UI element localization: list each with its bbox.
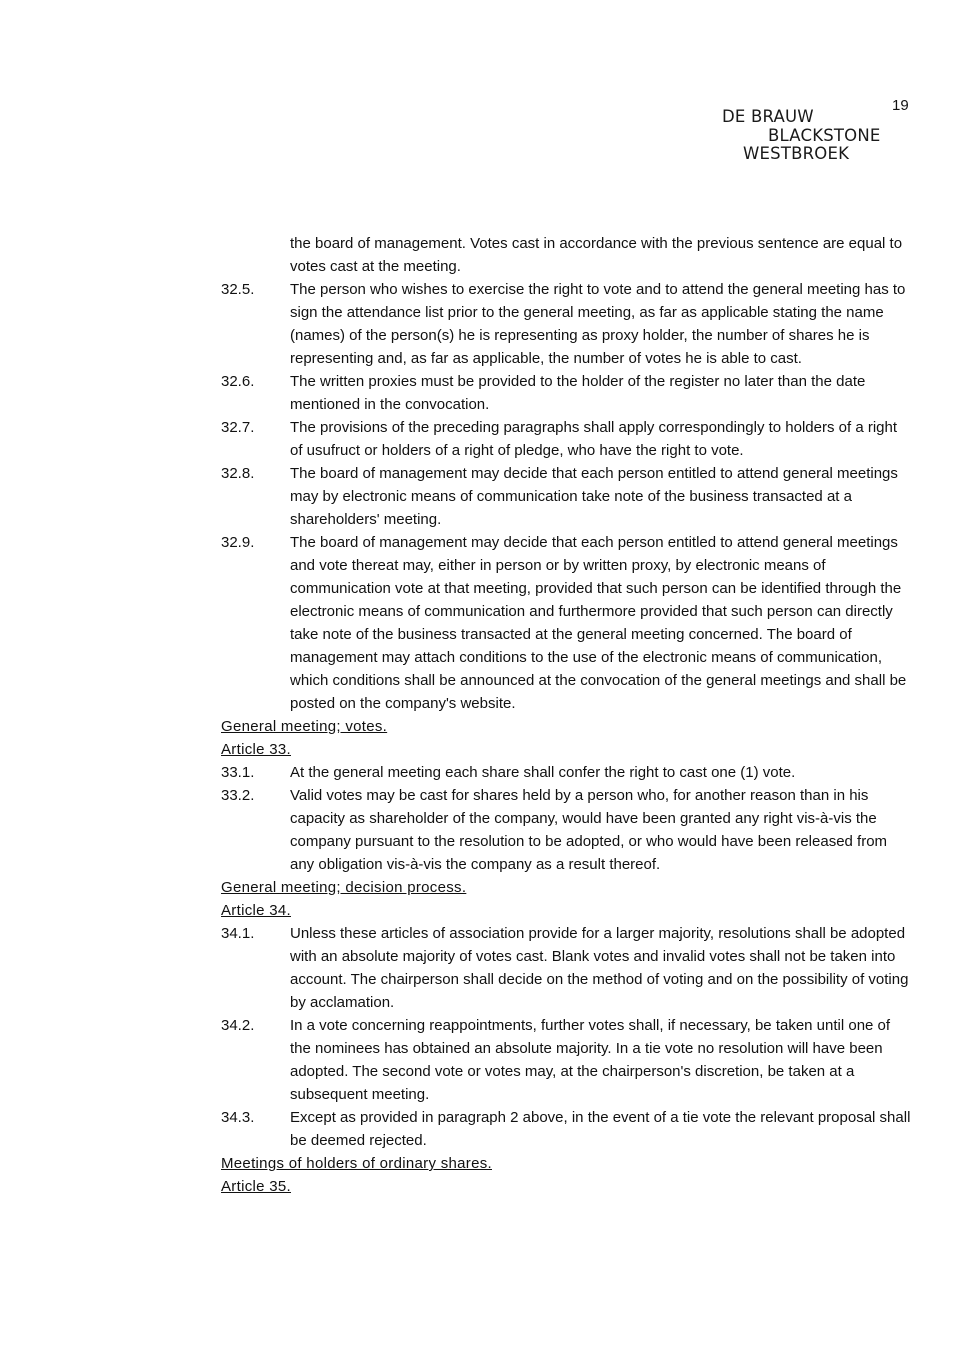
paragraph-text: At the general meeting each share shall confer the right to cast one (1) vote. <box>290 764 796 781</box>
paragraph-number: 32.6. <box>221 373 255 390</box>
article-heading: Article 33. <box>221 741 291 758</box>
paragraph-number: 33.1. <box>221 764 255 781</box>
paragraph-34-1 <box>221 922 911 1014</box>
logo-line-2: BLACKSTONE <box>768 125 881 145</box>
paragraph-32-8 <box>221 462 911 531</box>
paragraph-number: 32.5. <box>221 281 255 298</box>
paragraph-33-1 <box>221 761 911 784</box>
section-heading: General meeting; decision process. <box>221 879 467 896</box>
paragraph-32-5 <box>221 278 911 370</box>
logo-line-3: WESTBROEK <box>743 144 850 163</box>
paragraph-text: The person who wishes to exercise the right to vote and to attend the general meeting has to sign the attendance list prior to the general meeting, as far as applicable stating the name (names) of the person(s) he is representing as proxy holder, the number of shares he is representing and, as far as applicable, the number of votes he is able to cast. <box>290 281 906 367</box>
section-heading: General meeting; votes. <box>221 718 388 735</box>
paragraph-number: 34.3. <box>221 1109 255 1126</box>
paragraph-34-2 <box>221 1014 911 1106</box>
paragraph-33-2 <box>221 784 911 876</box>
continued-paragraph: the board of management. Votes cast in accordance with the previous sentence are equal to votes cast at the meeting. <box>290 235 903 275</box>
paragraph-text: Unless these articles of association provide for a larger majority, resolutions shall be adopted with an absolute majority of votes cast. Blank votes and invalid votes shall not be taken into account. The chairperson shall decide on the method of voting and on the possibility of voting by acclamation. <box>290 925 909 1011</box>
paragraph-text: The written proxies must be provided to the holder of the register no later than the date mentioned in the convocation. <box>290 373 866 413</box>
section-heading: Meetings of holders of ordinary shares. <box>221 1155 492 1172</box>
page-number: 19 <box>892 97 909 114</box>
paragraph-text: Except as provided in paragraph 2 above, in the event of a tie vote the relevant proposal shall be deemed rejected. <box>290 1109 911 1149</box>
paragraph-text: Valid votes may be cast for shares held by a person who, for another reason than in his capacity as shareholder of the company, would have been granted any right vis-à-vis the company pursuant to the resolution to be adopted, or who would have been released from any obligation vis-à-vis the company as a result thereof. <box>290 787 888 873</box>
paragraph-text: The board of management may decide that each person entitled to attend general meetings and vote thereat may, either in person or by written proxy, by electronic means of communication vote at that meeting, provided that such person can be identified through the electronic means of communication and furthermore provided that such person can directly take note of the business transacted at the general meeting concerned. The board of management may attach conditions to the use of the electronic means of communication, which conditions shall be announced at the convocation of the general meetings and shall be posted on the company's website. <box>290 534 907 712</box>
paragraph-number: 34.2. <box>221 1017 255 1034</box>
paragraph-number: 32.9. <box>221 534 255 551</box>
paragraph-number: 34.1. <box>221 925 255 942</box>
paragraph-34-3 <box>221 1106 911 1152</box>
article-heading: Article 35. <box>221 1178 291 1195</box>
paragraph-32-6 <box>221 370 911 416</box>
paragraph-32-9 <box>221 531 911 715</box>
paragraph-number: 33.2. <box>221 787 255 804</box>
paragraph-32-7 <box>221 416 911 462</box>
document-body <box>221 232 911 1198</box>
logo-line-1: DE BRAUW <box>722 107 814 126</box>
paragraph-text: The provisions of the preceding paragraphs shall apply correspondingly to holders of a right of usufruct or holders of a right of pledge, who have the right to vote. <box>290 419 898 459</box>
paragraph-number: 32.8. <box>221 465 255 482</box>
article-heading: Article 34. <box>221 902 291 919</box>
paragraph-number: 32.7. <box>221 419 255 436</box>
firm-logo <box>722 108 881 164</box>
paragraph-text: The board of management may decide that each person entitled to attend general meetings may by electronic means of communication take note of the business transacted at a shareholders' meeting. <box>290 465 898 528</box>
paragraph-text: In a vote concerning reappointments, further votes shall, if necessary, be taken until one of the nominees has obtained an absolute majority. In a tie vote no resolution will have been adopted. The second vote or votes may, at the chairperson's discretion, be taken at a subsequent meeting. <box>290 1017 891 1103</box>
